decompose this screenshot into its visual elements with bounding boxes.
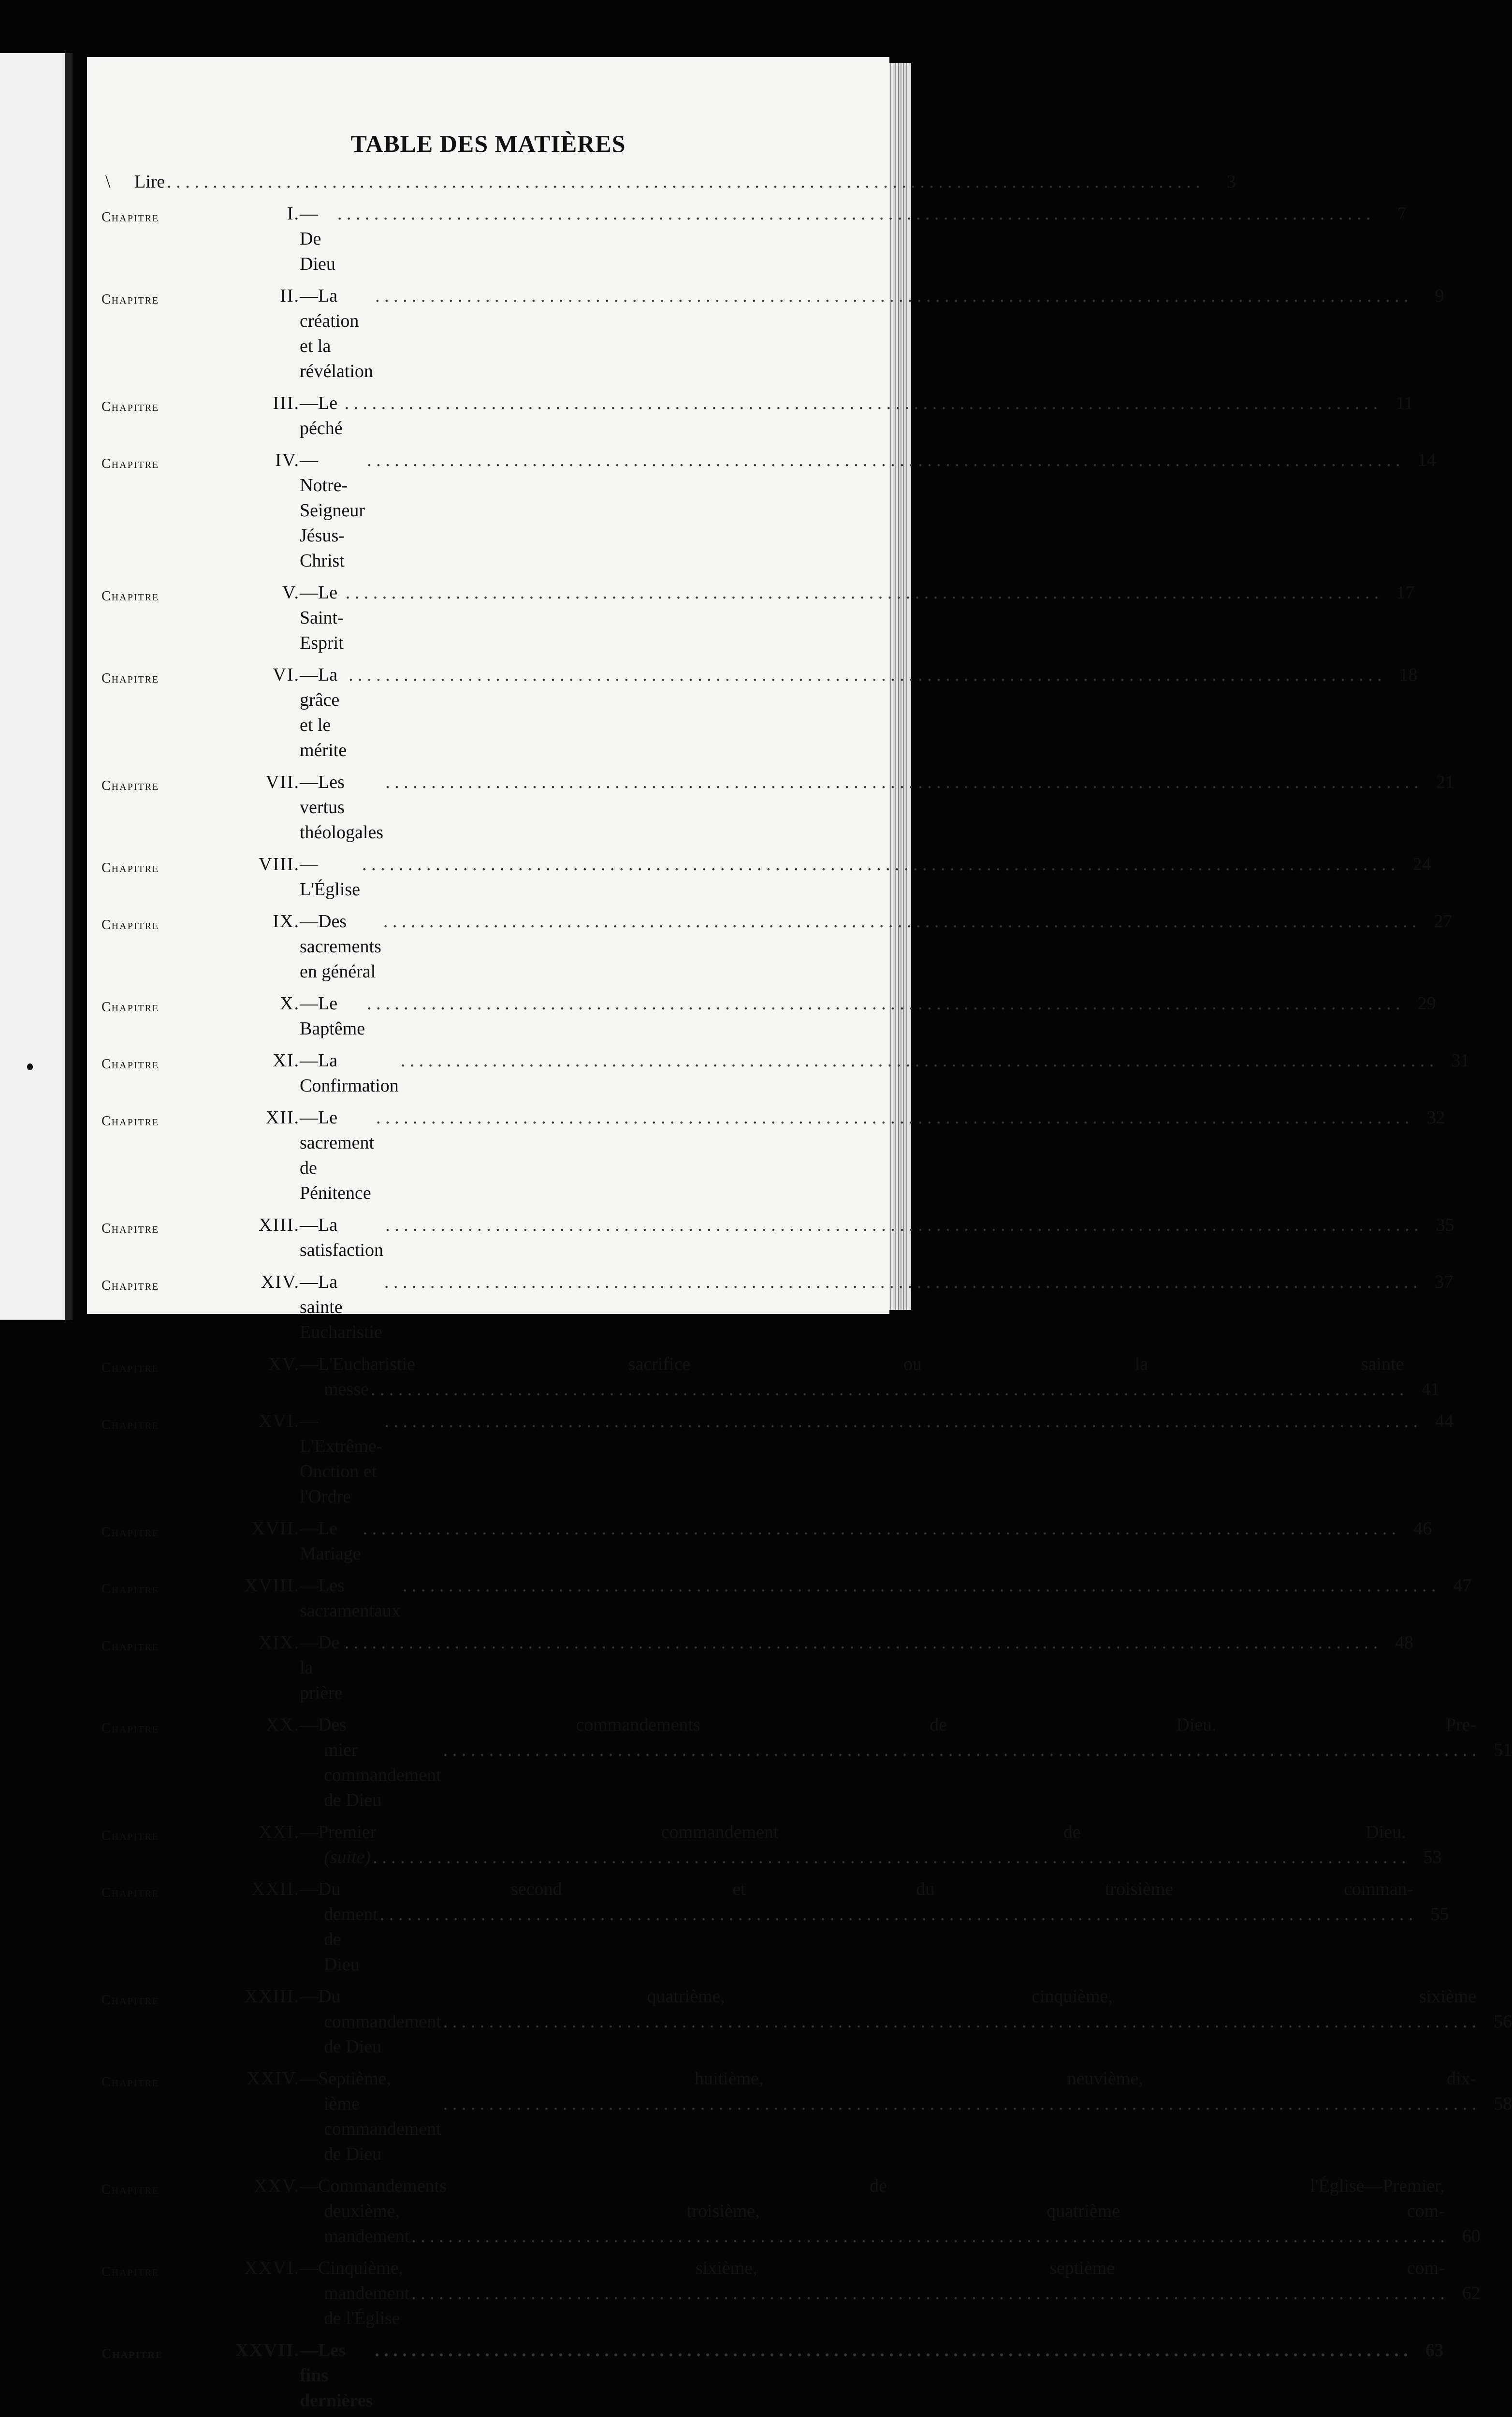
- chapter-title-text: —L'Église: [300, 854, 361, 900]
- chapter-number: XIII.: [259, 1215, 300, 1235]
- toc-chapter-row: [102, 391, 1414, 441]
- toc-chapter-row: [102, 852, 1431, 902]
- ink-dot: [27, 1063, 33, 1070]
- chapter-title-line: [300, 991, 1436, 1041]
- chapter-page: 46: [1413, 1518, 1432, 1539]
- chapter-number: XXI.: [258, 1822, 300, 1842]
- chapter-title-line: [300, 1048, 1469, 1098]
- dot-leader: [411, 2224, 1445, 2249]
- chapter-label: Chapitre: [102, 1417, 160, 1432]
- toc-chapter-row: [102, 662, 1418, 763]
- chapter-number: VII.: [265, 772, 300, 792]
- dot-leader: [411, 2281, 1445, 2331]
- chapter-title-text: —Le sacrement de Pénitence: [300, 1107, 375, 1203]
- chapter-title-text: —La sainte Eucharistie: [300, 1272, 382, 1342]
- chapter-label: Chapitre: [102, 2346, 163, 2361]
- dot-leader: [373, 1845, 1406, 1870]
- chapter-page: 7: [1397, 204, 1407, 224]
- chapter-title-line: [300, 1409, 1454, 1509]
- toc-chapter-row: [102, 2256, 1481, 2331]
- chapter-title-text: —Le péché: [300, 393, 343, 438]
- chapter-label: Chapitre: [102, 860, 160, 875]
- chapter-title-text: —De Dieu: [300, 204, 335, 274]
- chapter-label: Chapitre: [102, 589, 160, 604]
- chapter-title-line: [300, 1573, 1471, 1623]
- dot-leader: [380, 1902, 1413, 1977]
- chapter-title-text: mandement: [324, 2226, 410, 2246]
- chapter-title: [300, 2256, 1481, 2331]
- chapter-page: 32: [1426, 1107, 1445, 1128]
- toc-chapter-row: [102, 1820, 1442, 1870]
- chapter-number: XX.: [265, 1715, 300, 1735]
- chapter-title-text: mier commandement de Dieu: [324, 1740, 441, 1810]
- chapter-title-line: —Premier commandement de Dieu.: [300, 1822, 1406, 1842]
- chapter-page: 9: [1435, 286, 1444, 306]
- chapter-title-text: commandement de Dieu: [324, 2011, 441, 2057]
- chapter-title: [300, 1630, 1413, 1705]
- dot-leader: [345, 391, 1378, 441]
- chapter-page: 51: [1494, 1740, 1512, 1760]
- chapter-page: 48: [1395, 1632, 1414, 1653]
- chapter-title-line: [300, 1737, 1512, 1813]
- toc-chapter-row: [102, 1984, 1512, 2059]
- chapter-page: 31: [1451, 1050, 1470, 1071]
- chapter-number: XVII.: [251, 1518, 300, 1539]
- chapter-label: Chapitre: [102, 1639, 160, 1654]
- chapter-title: [300, 1409, 1454, 1509]
- chapter-title-line: [300, 2224, 1481, 2249]
- chapter-title-text: —L'Extrême-Onction et l'Ordre: [300, 1411, 383, 1507]
- toc-chapter-row: [102, 1712, 1512, 1813]
- chapter-title-text: dement de Dieu: [324, 1904, 378, 1975]
- chapter-title-text: —De la prière: [300, 1632, 343, 1703]
- chapter-number: XII.: [265, 1107, 300, 1128]
- chapter-title-text: —Le Baptême: [300, 993, 365, 1039]
- chapter-label: Chapitre: [102, 1525, 160, 1540]
- toc-chapter-row: [102, 1573, 1472, 1623]
- chapter-title: [300, 1573, 1471, 1623]
- chapter-page: 58: [1494, 2094, 1512, 2114]
- chapter-title: [300, 1712, 1512, 1813]
- chapter-label: Chapitre: [102, 456, 160, 471]
- chapter-title-line: [300, 580, 1414, 655]
- dot-leader: [362, 852, 1396, 902]
- chapter-number: XXII.: [251, 1879, 300, 1899]
- chapter-title: [300, 1105, 1445, 1206]
- toc-chapter-row: [102, 2173, 1481, 2249]
- chapter-title-line: deuxième, troisième, quatrième com-: [324, 2201, 1445, 2221]
- chapter-title-line: [300, 1377, 1439, 1402]
- chapter-label: Chapitre: [102, 1828, 160, 1843]
- chapter-page: 18: [1399, 665, 1418, 685]
- chapter-label: Chapitre: [102, 1221, 160, 1236]
- chapter-number: IX.: [273, 911, 300, 932]
- chapter-title-text: —Le Mariage: [300, 1518, 361, 1564]
- toc-chapter-row: [102, 448, 1436, 573]
- chapter-label: Chapitre: [102, 210, 160, 225]
- dot-leader: [345, 1630, 1378, 1705]
- chapter-page: 41: [1421, 1379, 1440, 1399]
- chapter-number: XXV.: [254, 2176, 300, 2196]
- chapter-title: [300, 2338, 1444, 2413]
- book-page: [87, 57, 1512, 2411]
- chapter-title-line: —L'Eucharistie sacrifice ou la sainte: [300, 1354, 1404, 1374]
- chapter-title: [300, 1820, 1442, 1870]
- chapter-label: Chapitre: [102, 1114, 160, 1129]
- chapter-title: [300, 391, 1413, 441]
- toc-chapter-row: [102, 283, 1444, 384]
- dot-leader: [363, 1516, 1396, 1566]
- chapter-number: XXIV.: [247, 2068, 300, 2089]
- chapter-number: I.: [287, 204, 300, 224]
- toc-chapter-row: [102, 1352, 1440, 1402]
- chapter-title: [300, 852, 1431, 902]
- chapter-title: [300, 662, 1418, 763]
- chapter-page: 21: [1436, 772, 1454, 792]
- chapter-title-line: [300, 283, 1444, 384]
- chapter-title-text: messe: [324, 1379, 369, 1399]
- chapter-page: 44: [1435, 1411, 1454, 1431]
- page-title: TABLE DES MATIÈRES: [350, 130, 626, 157]
- dot-leader: [337, 201, 1371, 277]
- left-page: [0, 53, 73, 1320]
- chapter-label: Chapitre: [102, 1721, 160, 1736]
- chapter-title-line: [300, 1902, 1449, 1977]
- dot-leader: [383, 909, 1417, 984]
- chapter-label: Chapitre: [102, 1278, 160, 1293]
- chapter-title-line: —Des commandements de Dieu. Pre-: [300, 1715, 1477, 1735]
- chapter-number: XVI.: [258, 1411, 300, 1431]
- chapter-label: Chapitre: [102, 1582, 160, 1597]
- dot-leader: [403, 1573, 1436, 1623]
- toc-chapter-row: [102, 201, 1407, 277]
- chapter-number: XXVI.: [244, 2258, 300, 2278]
- chapter-title: [300, 1984, 1512, 2059]
- chapter-title-text: —Les fins dernières: [300, 2340, 373, 2411]
- toc-chapter-row: [102, 909, 1453, 984]
- chapter-label: Chapitre: [102, 292, 160, 307]
- dot-leader: [349, 662, 1382, 763]
- chapter-title: [300, 1352, 1439, 1402]
- chapter-number: IV.: [275, 450, 300, 470]
- chapter-title-line: [300, 909, 1452, 984]
- chapter-label: Chapitre: [102, 1000, 160, 1015]
- toc-chapter-row: [102, 1269, 1454, 1345]
- chapter-number: XI.: [273, 1050, 300, 1071]
- chapter-title-line: [300, 1105, 1445, 1206]
- chapter-title: [300, 770, 1454, 845]
- chapter-label: Chapitre: [102, 671, 160, 686]
- chapter-label: Chapitre: [102, 399, 160, 414]
- toc-chapter-row: [102, 2066, 1512, 2167]
- chapter-page: 35: [1436, 1215, 1454, 1235]
- chapter-label: Chapitre: [102, 2182, 160, 2197]
- chapter-number: II.: [280, 286, 300, 306]
- chapter-title: [300, 1516, 1432, 1566]
- chapter-page: 55: [1430, 1904, 1449, 1924]
- chapter-title-line: —Septième, huitième, neuvième, dix-: [300, 2068, 1477, 2089]
- dot-leader: [443, 2009, 1477, 2059]
- chapter-label: Chapitre: [102, 917, 160, 932]
- dot-leader: [375, 2338, 1408, 2413]
- chapter-title-text: —La grâce et le mérite: [300, 665, 347, 760]
- chapter-page: 56: [1494, 2011, 1512, 2032]
- toc-chapter-row: [102, 1630, 1414, 1705]
- chapter-title-line: [300, 2281, 1481, 2331]
- dot-leader: [371, 1377, 1404, 1402]
- chapter-title-line: [300, 1212, 1454, 1263]
- chapter-number: XV.: [268, 1354, 300, 1374]
- dot-leader: [384, 1269, 1418, 1345]
- chapter-title: [300, 2066, 1512, 2167]
- chapter-page: 14: [1417, 450, 1436, 470]
- chapter-title-line: [300, 448, 1436, 573]
- chapter-title-line: —Du quatrième, cinquième, sixième: [300, 1986, 1477, 2007]
- chapter-page: 24: [1412, 854, 1431, 874]
- dot-leader: [375, 283, 1409, 384]
- toc-chapter-row: [102, 1048, 1470, 1098]
- chapter-number: XVIII.: [244, 1575, 300, 1596]
- chapter-number: XIV.: [261, 1272, 300, 1292]
- chapter-number: III.: [273, 393, 300, 413]
- chapter-title-line: —Commandements de l'Église—Premier,: [300, 2176, 1445, 2196]
- chapter-number: XXVII.: [235, 2340, 300, 2360]
- chapter-title: [300, 909, 1452, 984]
- chapter-title-text: mandement de l'Église: [324, 2283, 410, 2329]
- dot-leader: [385, 1212, 1419, 1263]
- chapter-page: 47: [1453, 1575, 1472, 1596]
- toc-chapter-row: [102, 580, 1415, 655]
- dot-leader: [385, 770, 1419, 845]
- chapter-title-text: —Le Saint-Esprit: [300, 582, 344, 653]
- chapter-number: VIII.: [259, 854, 300, 874]
- chapter-title-line: [300, 1630, 1413, 1705]
- intro-mark: \: [105, 172, 111, 192]
- chapter-title-line: [300, 1845, 1442, 1870]
- chapter-title-line: [300, 662, 1418, 763]
- chapter-page: 37: [1435, 1272, 1454, 1292]
- chapter-page: 53: [1423, 1847, 1442, 1867]
- chapter-title-text: —La création et la révélation: [300, 286, 373, 381]
- chapter-page: 60: [1462, 2226, 1481, 2246]
- chapter-title-text: —La Confirmation: [300, 1050, 399, 1096]
- chapter-title-text: —Des sacrements en général: [300, 911, 381, 982]
- toc-chapter-row: [102, 1409, 1454, 1509]
- chapter-title: [300, 1048, 1469, 1098]
- chapter-page: 17: [1396, 582, 1415, 603]
- binding-edge: [65, 53, 73, 1320]
- dot-leader: [376, 1105, 1410, 1206]
- dot-leader: [367, 448, 1400, 573]
- chapter-title-line: [300, 2338, 1444, 2413]
- chapter-title-line: [300, 1269, 1453, 1345]
- chapter-title-text: —La satisfaction: [300, 1215, 384, 1260]
- chapter-label: Chapitre: [102, 2075, 160, 2090]
- chapter-title-line: [300, 2009, 1512, 2059]
- chapter-title: [300, 448, 1436, 573]
- chapter-title-text: —Les sacramentaux: [300, 1575, 401, 1621]
- toc-chapter-row: [102, 1516, 1432, 1566]
- chapter-number: V.: [282, 582, 300, 603]
- chapter-title: [300, 1269, 1453, 1345]
- chapter-title: [300, 1212, 1454, 1263]
- dot-leader: [443, 1737, 1477, 1813]
- dot-leader: [384, 1409, 1418, 1509]
- toc-intro-row: [102, 169, 1236, 194]
- chapter-title-line: —Cinquième, sixième, septième com-: [300, 2258, 1445, 2278]
- chapter-number: X.: [280, 993, 300, 1014]
- chapter-title-text: (suite): [324, 1847, 371, 1867]
- chapter-title: [300, 1877, 1449, 1977]
- chapter-number: VI.: [273, 665, 300, 685]
- dot-leader: [443, 2091, 1477, 2167]
- chapter-title-line: [300, 770, 1454, 845]
- intro-text: Lire: [134, 172, 165, 192]
- chapter-label: Chapitre: [102, 1885, 160, 1900]
- toc-chapter-row: [102, 1105, 1445, 1206]
- dot-leader: [346, 580, 1379, 655]
- chapter-title: [300, 580, 1414, 655]
- table-of-contents: [102, 169, 1512, 2417]
- chapter-page: 62: [1462, 2283, 1481, 2303]
- dot-leader: [367, 991, 1400, 1041]
- chapter-label: Chapitre: [102, 2264, 160, 2279]
- chapter-title-line: [300, 391, 1413, 441]
- chapter-title-line: [300, 201, 1406, 277]
- chapter-title-line: [300, 2091, 1512, 2167]
- chapter-title: [300, 991, 1436, 1041]
- chapter-page: 27: [1434, 911, 1453, 932]
- intro-page: 3: [1226, 172, 1236, 192]
- chapter-label: Chapitre: [102, 1057, 160, 1072]
- chapter-title-text: —Les vertus théologales: [300, 772, 384, 843]
- chapter-page: 29: [1417, 993, 1436, 1014]
- chapter-label: Chapitre: [102, 778, 160, 793]
- chapter-number: XIX.: [258, 1632, 300, 1653]
- chapter-page: 63: [1425, 2340, 1444, 2360]
- chapter-page: 11: [1396, 393, 1414, 413]
- chapter-label: Chapitre: [102, 1993, 160, 2008]
- dot-leader: [401, 1048, 1434, 1098]
- toc-chapter-row: [102, 991, 1436, 1041]
- chapter-number: XXIII.: [244, 1986, 300, 2007]
- chapter-title: [300, 283, 1444, 384]
- dot-leader: [167, 169, 1200, 194]
- chapter-label: Chapitre: [102, 1360, 160, 1375]
- chapter-title: [300, 201, 1406, 277]
- chapter-title-line: —Du second et du troisième comman-: [300, 1879, 1413, 1899]
- chapter-title-line: [300, 1516, 1432, 1566]
- toc-chapter-row: [102, 1212, 1454, 1263]
- chapter-title-text: ième commandement de Dieu: [324, 2094, 441, 2164]
- chapter-title-text: —Notre-Seigneur Jésus-Christ: [300, 450, 365, 571]
- chapter-title-line: [300, 852, 1431, 902]
- toc-chapter-row: [102, 2338, 1444, 2413]
- toc-chapter-row: [102, 1877, 1449, 1977]
- chapter-title: [300, 2173, 1481, 2249]
- toc-chapter-row: [102, 770, 1454, 845]
